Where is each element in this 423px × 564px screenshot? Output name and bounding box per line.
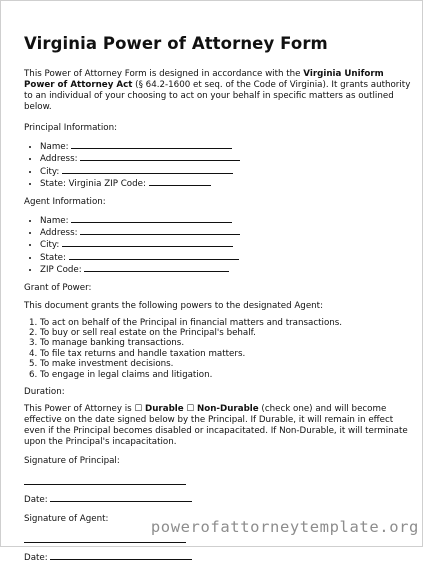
power-item: 3. To manage banking transactions. [40, 338, 412, 348]
durable-label: Durable [145, 404, 184, 415]
principal-name-item [40, 140, 412, 152]
principal-signature-line[interactable] [24, 473, 186, 485]
state-blank[interactable] [69, 251, 239, 260]
intro-text-2: (§ 64.2-1600 et seq. of the Code of Virginia). It grants authority to an individual of your choosing to act on your behalf in specific matters as outlined below. [24, 80, 411, 112]
city-blank[interactable] [62, 238, 233, 247]
agent-signature-label: Signature of Agent: [24, 514, 109, 525]
power-item: 4. To file tax returns and handle taxation matters. [40, 349, 412, 359]
name-blank[interactable] [71, 214, 232, 223]
duration-heading: Duration: [24, 387, 65, 398]
duration-lead: This Power of Attorney is [24, 404, 135, 415]
act-name: Virginia Uniform Power of Attorney Act [24, 69, 384, 90]
power-item: 1. To act on behalf of the Principal in financial matters and transactions. [40, 318, 412, 328]
name-blank[interactable] [71, 140, 232, 149]
non-durable-label: Non-Durable [197, 404, 259, 415]
date-label: Date: [24, 553, 48, 564]
city-blank[interactable] [62, 165, 233, 174]
agent-zip-item [40, 263, 412, 275]
principal-address-item [40, 152, 412, 164]
field-label: City: [40, 240, 60, 251]
agent-state-item [40, 251, 412, 263]
date-blank[interactable] [50, 493, 192, 502]
agent-name-item [40, 214, 412, 226]
field-label: State: Virginia ZIP Code: [40, 179, 146, 190]
zip-blank[interactable] [149, 177, 211, 186]
field-label: Address: [40, 228, 78, 239]
agent-field-list [24, 214, 412, 276]
site-watermark: powerofattorneytemplate.org [150, 518, 419, 536]
powers-list [24, 318, 412, 380]
grant-text: This document grants the following powers to the designated Agent: [24, 300, 324, 311]
grant-heading: Grant of Power: [24, 282, 92, 293]
agent-city-item [40, 238, 412, 250]
agent-heading: Agent Information: [24, 196, 106, 207]
principal-state-zip-item [40, 177, 412, 189]
field-label: Address: [40, 154, 78, 165]
agent-address-item [40, 226, 412, 238]
principal-date-row [24, 493, 412, 506]
intro-paragraph [24, 69, 412, 113]
date-label: Date: [24, 495, 48, 506]
power-item: 2. To buy or sell real estate on the Principal's behalf. [40, 328, 412, 338]
spacer [24, 448, 412, 456]
duration-rest: (check one) and will become effective on the date signed below by the Principal. If Durable, it will remain in effect even if the Principal becomes disabled or incapacitated. If Non-Durable, it will terminate upon the Principal's incapacitation. [24, 404, 408, 448]
document-title: Virginia Power of Attorney Form [24, 34, 328, 53]
duration-paragraph [24, 404, 412, 448]
power-item: 5. To make investment decisions. [40, 359, 412, 369]
agent-date-row [24, 551, 412, 564]
address-blank[interactable] [80, 226, 240, 235]
principal-field-list [24, 140, 412, 190]
field-label: Name: [40, 142, 69, 152]
durable-checkbox[interactable]: ☐ [134, 404, 143, 415]
field-label: City: [40, 166, 60, 177]
document-content [24, 34, 412, 564]
power-item: 6. To engage in legal claims and litigation. [40, 370, 412, 380]
intro-text-1: This Power of Attorney Form is designed in accordance with the [24, 69, 304, 79]
non-durable-checkbox[interactable]: ☐ [186, 404, 195, 415]
principal-city-item [40, 165, 412, 177]
date-blank[interactable] [50, 551, 192, 560]
field-label: ZIP Code: [40, 265, 82, 276]
field-label: State: [40, 252, 66, 263]
field-label: Name: [40, 215, 69, 226]
zip-blank[interactable] [84, 263, 229, 272]
principal-signature-label: Signature of Principal: [24, 456, 120, 467]
spacer [24, 506, 412, 514]
principal-heading: Principal Information: [24, 123, 117, 133]
address-blank[interactable] [80, 152, 240, 161]
